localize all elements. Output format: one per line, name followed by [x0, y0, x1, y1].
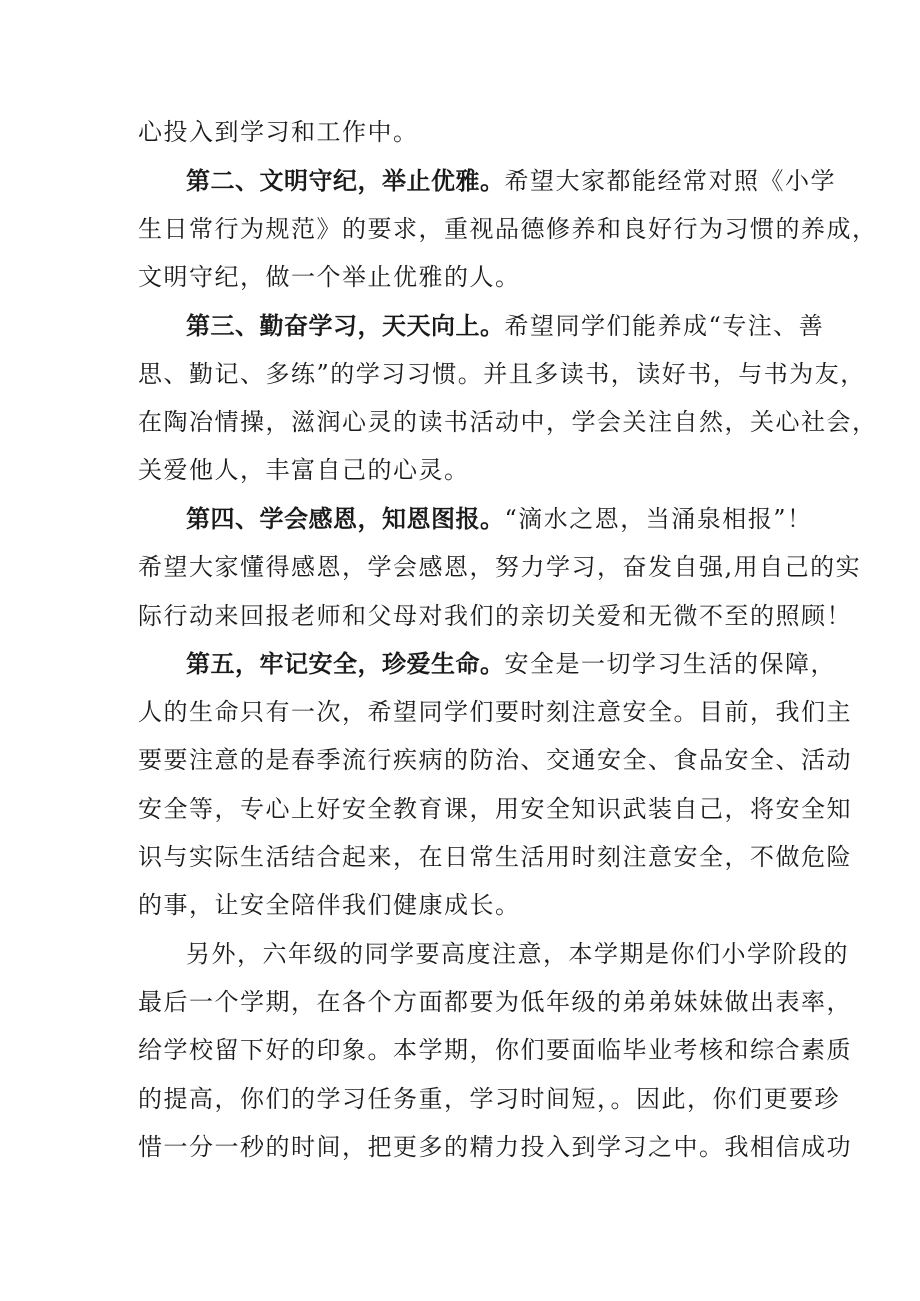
section-heading: 第四、学会感恩，知恩图报。 [186, 505, 505, 533]
text-line: 希望大家懂得感恩，学会感恩，努力学习，奋发自强,用自己的实 [138, 553, 862, 581]
text-line: 文明守纪，做一个举止优雅的人。 [138, 263, 521, 291]
text-line: 第二、文明守纪，举止优雅。希望大家都能经常对照《小学 [186, 167, 836, 195]
text-line: 的事，让安全陪伴我们健康成长。 [138, 891, 521, 919]
text-line: 惜一分一秒的时间，把更多的精力投入到学习之中。我相信成功 [138, 1133, 852, 1161]
text-line: 第五，牢记安全，珍爱生命。安全是一切学习生活的保障， [186, 650, 836, 678]
text-line: 第三、勤奋学习，天天向上。希望同学们能养成“专注、善 [186, 312, 825, 340]
text-line: 要要注意的是春季流行疾病的防治、交通安全、食品安全、活动 [138, 746, 852, 774]
text-line: 际行动来回报老师和父母对我们的亲切关爱和无微不至的照顾！ [138, 602, 852, 630]
section-heading: 第二、文明守纪，举止优雅。 [186, 167, 505, 195]
text-line: 第四、学会感恩，知恩图报。“滴水之恩，当涌泉相报”！ [186, 505, 813, 533]
text-line: 安全等，专心上好安全教育课，用安全知识武装自己，将安全知 [138, 795, 852, 823]
text-line: 人的生命只有一次，希望同学们要时刻注意安全。目前，我们主 [138, 698, 852, 726]
text-line: 生日常行为规范》的要求，重视品德修养和良好行为习惯的养成， [138, 215, 878, 243]
text-line: 的提高，你们的学习任务重，学习时间短，。因此，你们更要珍 [138, 1085, 840, 1113]
section-heading: 第五，牢记安全，珍爱生命。 [186, 650, 505, 678]
text-line: 另外，六年级的同学要高度注意，本学期是你们小学阶段的 [186, 940, 849, 968]
text-line: 给学校留下好的印象。本学期，你们要面临毕业考核和综合素质 [138, 1036, 852, 1064]
section-heading: 第三、勤奋学习，天天向上。 [186, 312, 505, 340]
text-line: 最后一个学期，在各个方面都要为低年级的弟弟妹妹做出表率， [138, 988, 852, 1016]
text-line: 心投入到学习和工作中。 [138, 118, 419, 146]
text-line: 关爱他人，丰富自己的心灵。 [138, 456, 470, 484]
text-line: 在陶冶情操，滋润心灵的读书活动中，学会关注自然，关心社会， [138, 408, 878, 436]
text-line: 识与实际生活结合起来，在日常生活用时刻注意安全，不做危险 [138, 843, 852, 871]
text-line: 思、勤记、多练”的学习习惯。并且多读书，读好书，与书为友， [138, 360, 866, 388]
